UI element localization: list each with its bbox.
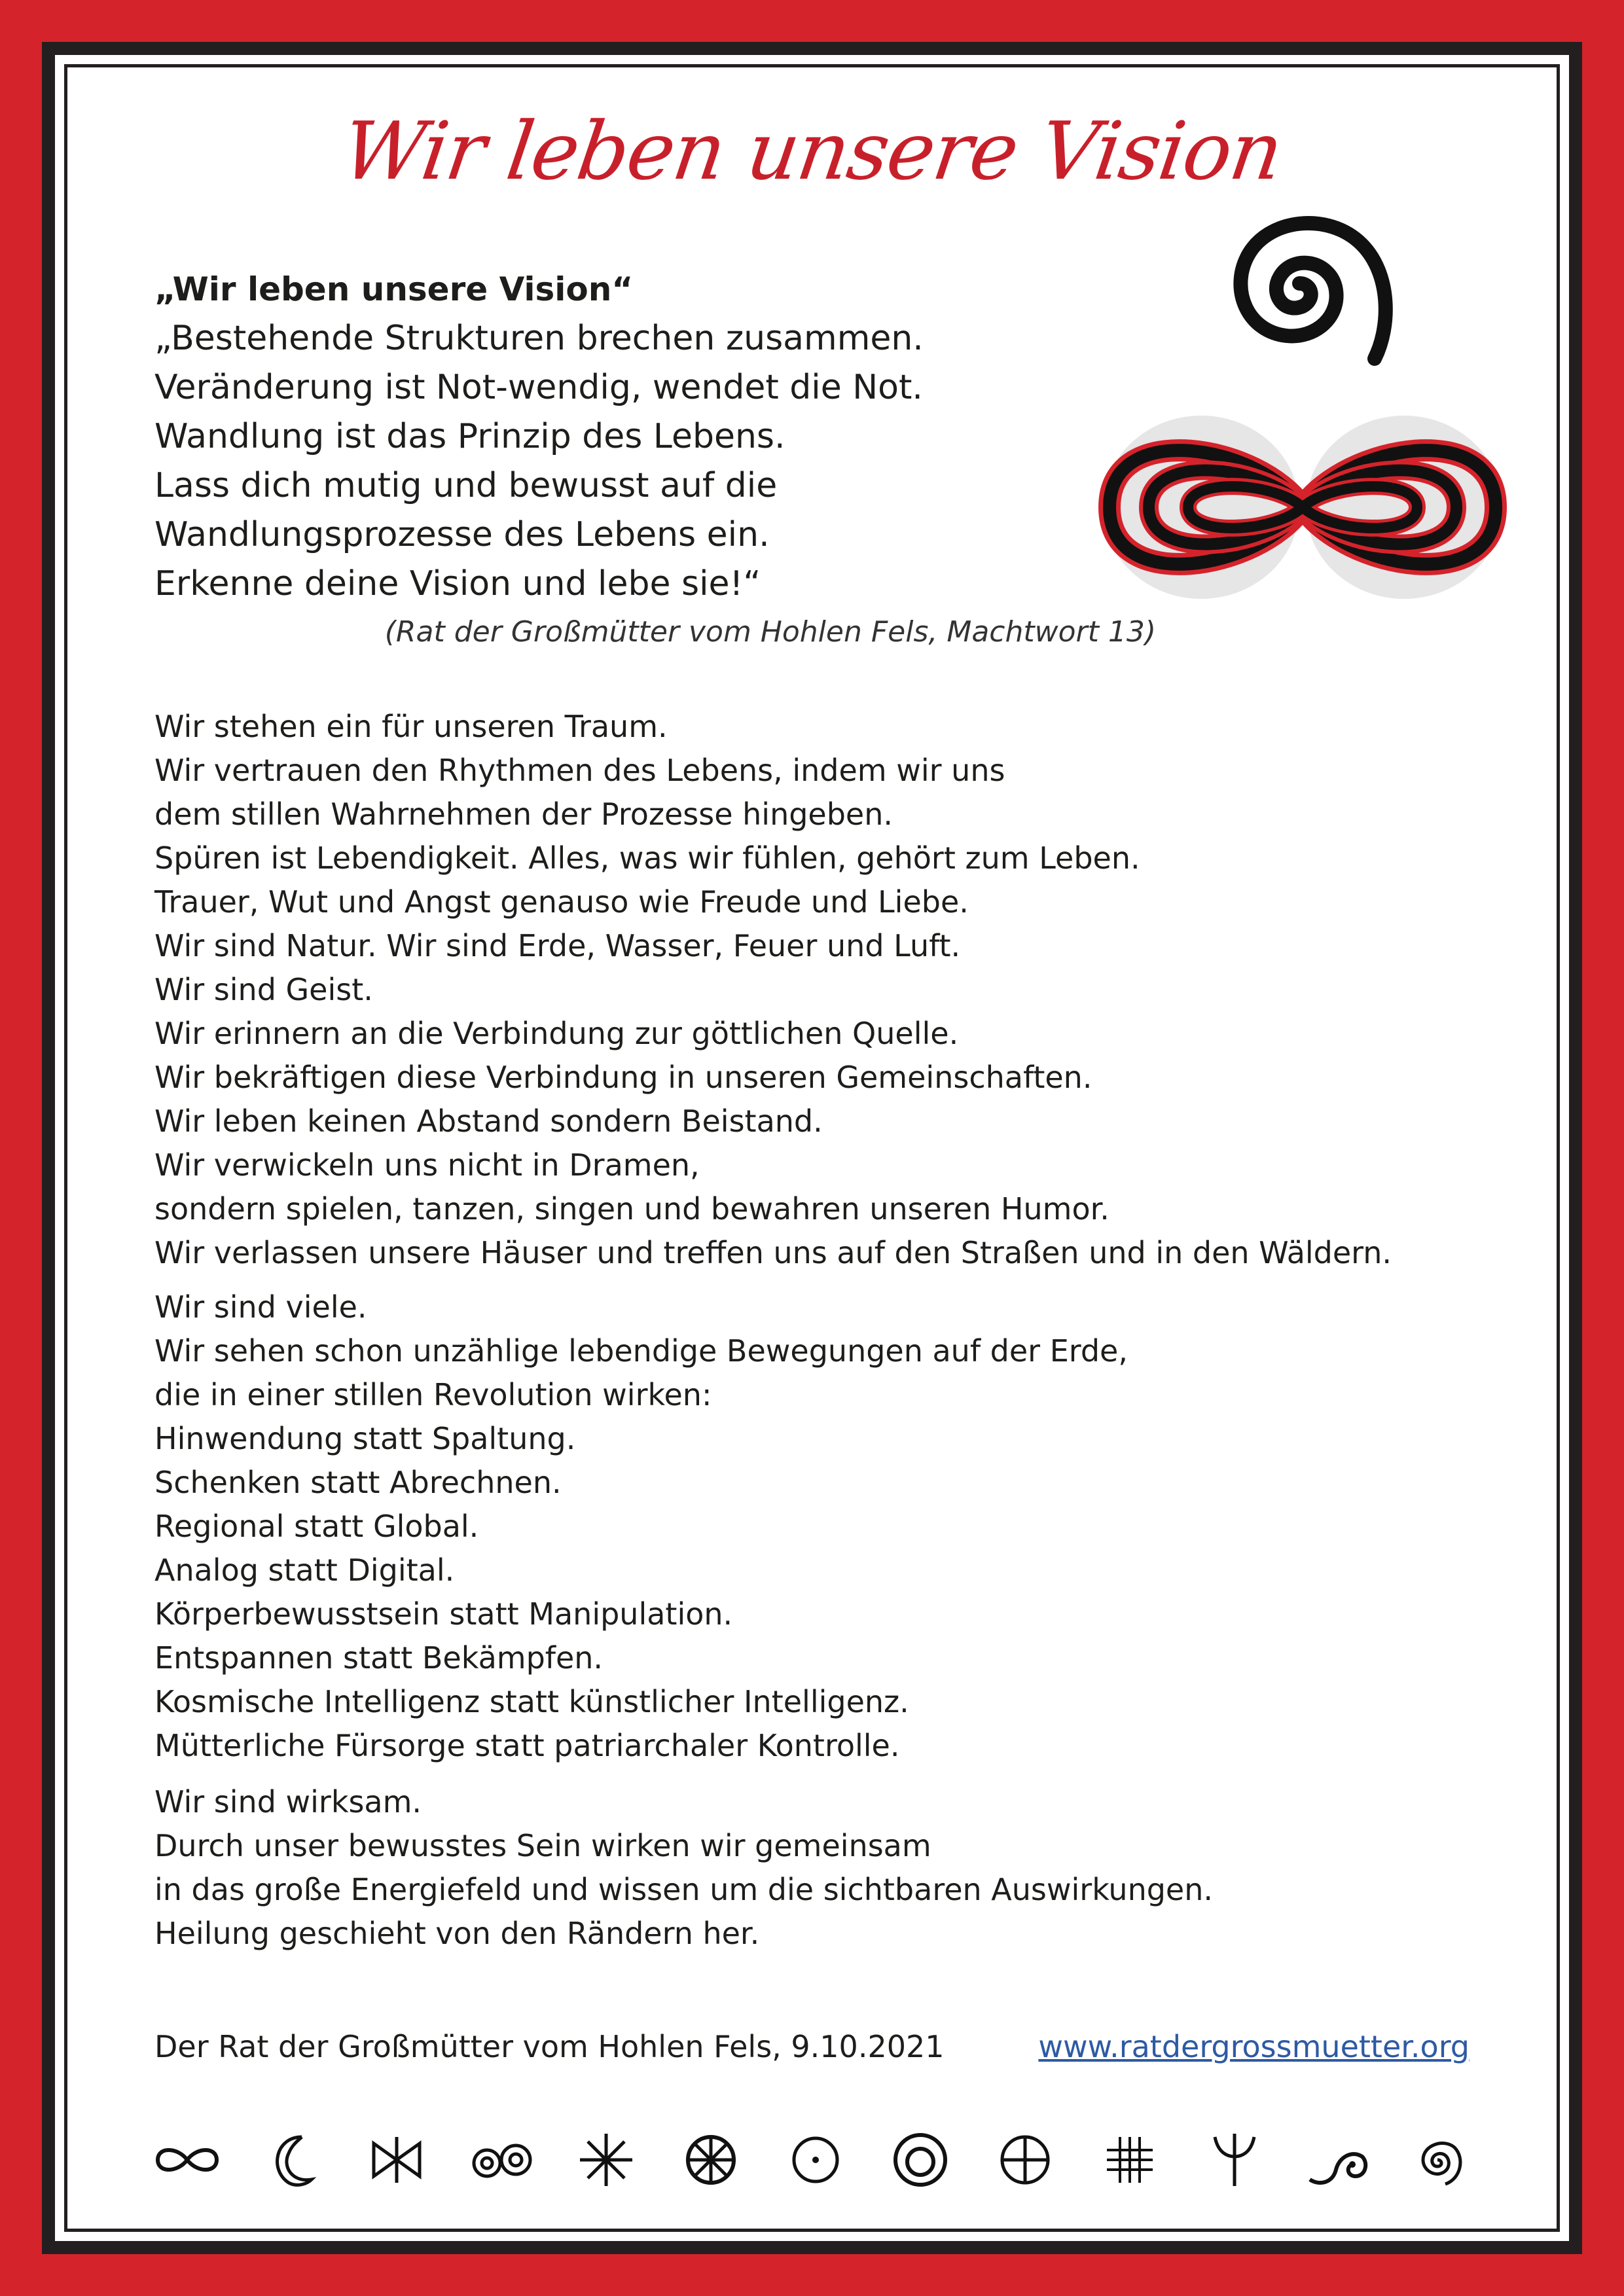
text-line: die in einer stillen Revolution wirken:	[154, 1377, 712, 1412]
text-line: Spüren ist Lebendigkeit. Alles, was wir fühlen, gehört zum Leben.	[154, 840, 1140, 876]
wave-spiral-icon	[1307, 2130, 1372, 2189]
grid-hash-icon	[1097, 2130, 1163, 2189]
symbol-row	[154, 2130, 1470, 2196]
quote-line: Wandlungsprozesse des Lebens ein.	[154, 515, 770, 554]
cross-circle-icon	[992, 2130, 1058, 2189]
text-line: Wir sind viele.	[154, 1289, 367, 1325]
text-line: Heilung geschieht von den Rändern her.	[154, 1916, 760, 1951]
text-line: Wir sehen schon unzählige lebendige Bewegungen auf der Erde,	[154, 1333, 1128, 1369]
text-line: Analog statt Digital.	[154, 1552, 455, 1588]
text-line: Entspannen statt Bekämpfen.	[154, 1640, 604, 1676]
text-line: in das große Energiefeld und wissen um die sichtbaren Auswirkungen.	[154, 1872, 1214, 1907]
quote-line: Lass dich mutig und bewusst auf die	[154, 466, 778, 505]
infinity-icon	[154, 2130, 220, 2189]
bowtie-icon	[364, 2130, 429, 2189]
quote-heading: „Wir leben unsere Vision“	[154, 270, 634, 308]
trident-icon	[1202, 2130, 1267, 2189]
text-line: sondern spielen, tanzen, singen und bewahren unseren Humor.	[154, 1191, 1110, 1227]
text-line: Wir stehen ein für unseren Traum.	[154, 709, 668, 744]
text-line: Wir sind Geist.	[154, 972, 373, 1007]
quote-line: „Bestehende Strukturen brechen zusammen.	[154, 319, 924, 358]
text-line: Wir erinnern an die Verbindung zur göttlichen Quelle.	[154, 1016, 959, 1051]
signature: Der Rat der Großmütter vom Hohlen Fels, 9.10.2021	[154, 2029, 945, 2064]
paragraph-3	[154, 1780, 1496, 1956]
spiral-icon	[1405, 2130, 1470, 2189]
text-line: Trauer, Wut und Angst genauso wie Freude und Liebe.	[154, 884, 969, 920]
concentric-circle-icon	[888, 2130, 953, 2189]
text-line: Hinwendung statt Spaltung.	[154, 1421, 576, 1456]
quote-line: Erkenne deine Vision und lebe sie!“	[154, 564, 761, 603]
text-line: Schenken statt Abrechnen.	[154, 1465, 562, 1500]
text-line: Wir leben keinen Abstand sondern Beistand.	[154, 1103, 823, 1139]
text-line: Kosmische Intelligenz statt künstlicher Intelligenz.	[154, 1684, 909, 1719]
website-link[interactable]: www.ratdergrossmuetter.org	[1038, 2029, 1470, 2064]
text-line: Mütterliche Fürsorge statt patriarchaler Kontrolle.	[154, 1728, 900, 1763]
text-line: Wir vertrauen den Rhythmen des Lebens, indem wir uns	[154, 753, 1005, 788]
crescent-icon	[259, 2130, 325, 2189]
quote-line: Wandlung ist das Prinzip des Lebens.	[154, 417, 785, 456]
quote-line: Veränderung ist Not-wendig, wendet die Not.	[154, 368, 923, 407]
text-line: Wir verlassen unsere Häuser und treffen uns auf den Straßen und in den Wäldern.	[154, 1235, 1392, 1270]
text-line: Wir sind wirksam.	[154, 1784, 422, 1820]
quote-source: (Rat der Großmütter vom Hohlen Fels, Machtwort 13)	[384, 615, 1156, 649]
wheel-icon	[678, 2130, 744, 2189]
star-burst-icon	[573, 2130, 639, 2189]
paragraph-1	[154, 705, 1496, 1275]
double-spiral-icon	[469, 2130, 534, 2189]
paragraph-2	[154, 1285, 1496, 1768]
quote-block	[154, 265, 1136, 609]
text-line: Wir bekräftigen diese Verbindung in unseren Gemeinschaften.	[154, 1060, 1092, 1095]
text-line: Körperbewusstsein statt Manipulation.	[154, 1596, 733, 1632]
circle-dot-icon	[783, 2130, 848, 2189]
page-title: Wir leben unsere Vision	[336, 105, 1288, 198]
text-line: dem stillen Wahrnehmen der Prozesse hingeben.	[154, 797, 893, 832]
text-line: Wir sind Natur. Wir sind Erde, Wasser, Feuer und Luft.	[154, 928, 961, 963]
infinity-knot-icon	[1096, 406, 1509, 609]
text-line: Durch unser bewusstes Sein wirken wir gemeinsam	[154, 1828, 931, 1863]
text-line: Wir verwickeln uns nicht in Dramen,	[154, 1147, 700, 1183]
text-line: Regional statt Global.	[154, 1509, 479, 1544]
spiral-icon	[1188, 175, 1411, 385]
